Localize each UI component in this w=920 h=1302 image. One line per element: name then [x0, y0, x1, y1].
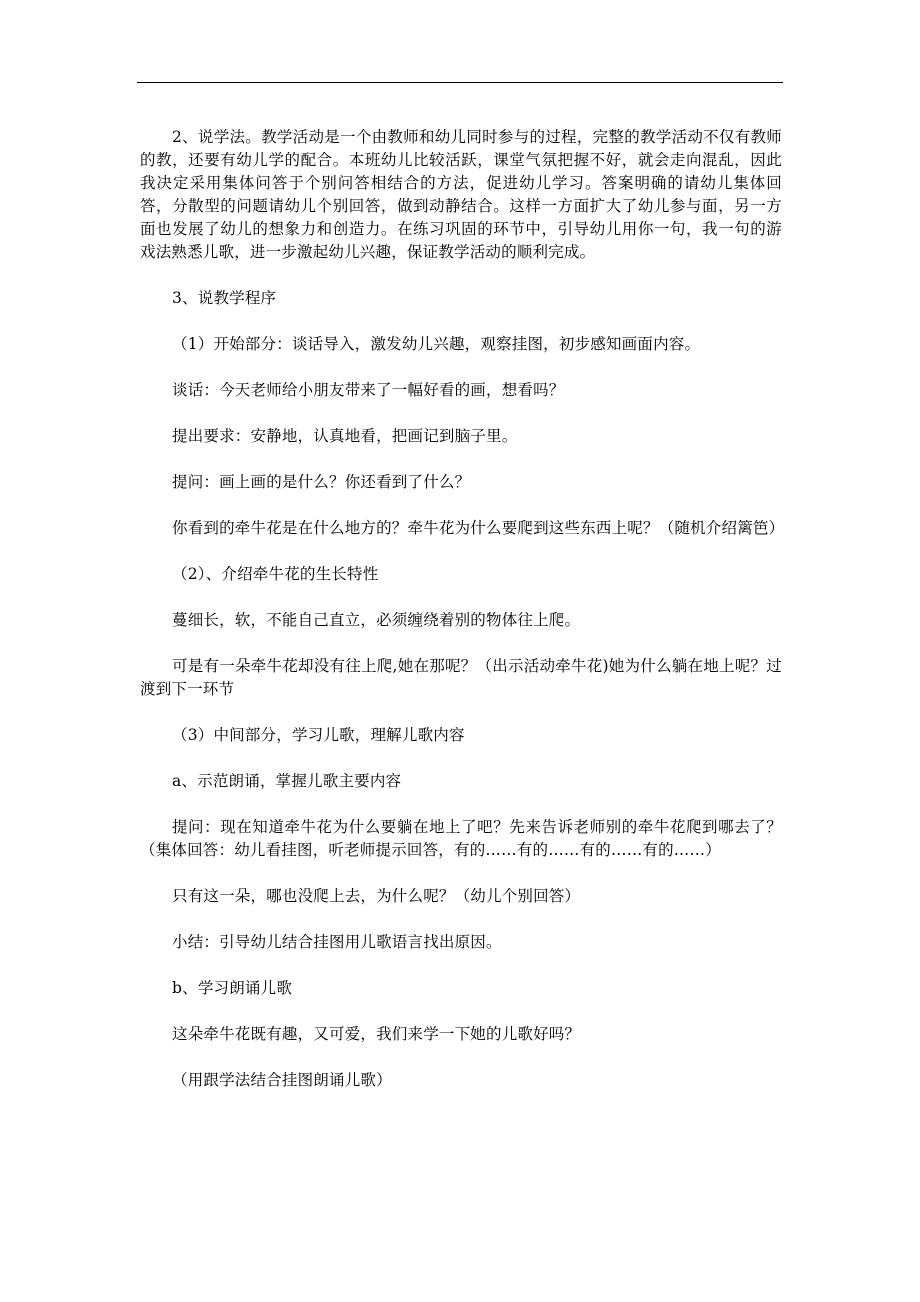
document-body	[140, 126, 785, 1115]
paragraph-question-2: 你看到的牵牛花是在什么地方的？牵牛花为什么要爬到这些东西上呢？（随机介绍篱笆）	[172, 519, 785, 537]
paragraph-fun-flower: 这朵牵牛花既有趣，又可爱，我们来学一下她的儿歌好吗？	[172, 1025, 581, 1043]
header-rule	[137, 82, 783, 83]
paragraph-question-3: 提问：现在知道牵牛花为什么要躺在地上了吧？先来告诉老师别的牵牛花爬到哪去了？（集体回答：幼儿看挂图，听老师提示回答，有的……有的……有的……有的……）	[140, 818, 782, 859]
heading-teaching-procedure: 3、说教学程序	[172, 289, 277, 307]
heading-growth-traits: （2）、介绍牵牛花的生长特性	[172, 565, 379, 583]
paragraph-vine: 蔓细长，软，不能自己直立，必须缠绕着别的物体往上爬。	[172, 611, 581, 629]
paragraph-only-one: 只有这一朵，哪也没爬上去，为什么呢？（幼儿个别回答）	[172, 887, 581, 905]
paragraph-requirement: 提出要求：安静地，认真地看，把画记到脑子里。	[172, 427, 518, 445]
paragraph-question-1: 提问：画上画的是什么？你还看到了什么？	[172, 473, 471, 491]
paragraph-study-method: 2、说学法。教学活动是一个由教师和幼儿同时参与的过程，完整的教学活动不仅有教师的教，还要有幼儿学的配合。本班幼儿比较活跃，课堂气氛把握不好，就会走向混乱，因此我决定采用集体问答于个别问答相结合的方法，促进幼儿学习。答案明确的请幼儿集体回答，分散型的问题请幼儿个别回答，做到动静结合。这样一方面扩大了幼儿参与面，另一方面也发展了幼儿的想象力和创造力。在练习巩固的环节中，引导幼儿用你一句，我一句的游戏法熟悉儿歌，进一步激起幼儿兴趣，保证教学活动的顺利完成。	[140, 128, 782, 261]
heading-recitation-demo: a、示范朗诵，掌握儿歌主要内容	[172, 772, 402, 790]
paragraph-transition: 可是有一朵牵牛花却没有往上爬,她在那呢？（出示活动牵牛花)她为什么躺在地上呢？过渡到下一环节	[140, 657, 782, 698]
heading-opening-part: （1）开始部分：谈话导入，激发幼儿兴趣，观察挂图，初步感知画面内容。	[172, 335, 701, 353]
heading-learn-recitation: b、学习朗诵儿歌	[172, 979, 293, 997]
paragraph-conversation: 谈话：今天老师给小朋友带来了一幅好看的画，想看吗？	[172, 381, 565, 399]
paragraph-follow-method: （用跟学法结合挂图朗诵儿歌）	[172, 1071, 392, 1089]
heading-middle-part: （3）中间部分，学习儿歌，理解儿歌内容	[172, 726, 465, 744]
paragraph-summary: 小结：引导幼儿结合挂图用儿歌语言找出原因。	[172, 933, 502, 951]
